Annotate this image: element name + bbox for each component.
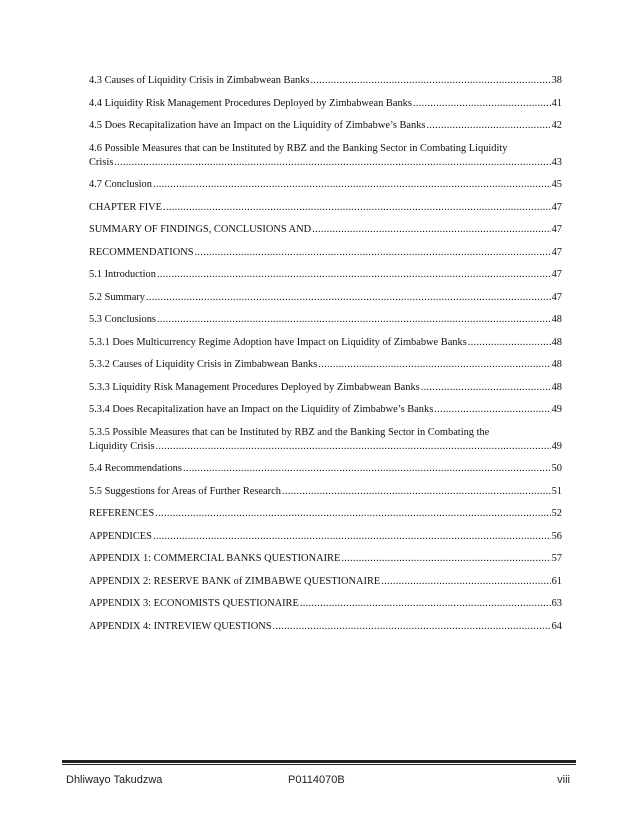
toc-entry[interactable] — [89, 403, 562, 417]
toc-entry[interactable] — [89, 462, 562, 476]
toc-entry-title: 5.3.2 Causes of Liquidity Crisis in Zimbabwean Banks — [89, 359, 318, 370]
toc-entry-page-number: 47 — [551, 269, 562, 280]
dot-leader — [413, 97, 551, 111]
toc-entry-title: APPENDIX 1: COMMERCIAL BANKS QUESTIONAIRE — [89, 553, 341, 564]
toc-entry-page-number: 38 — [551, 75, 562, 86]
toc-entry-page-number: 51 — [551, 485, 562, 497]
toc-entry[interactable] — [89, 358, 562, 372]
dot-leader — [195, 246, 551, 260]
toc-entry-title: 4.4 Liquidity Risk Management Procedures Deployed by Zimbabwean Banks — [89, 97, 412, 109]
toc-entry-title: REFERENCES — [89, 508, 155, 519]
dot-leader — [157, 268, 551, 282]
footer-author: Dhliwayo Takudzwa — [66, 774, 163, 786]
dot-leader — [421, 381, 551, 395]
dot-leader — [273, 620, 551, 634]
toc-entry-page-number: 45 — [551, 179, 562, 190]
toc-entry-title: 5.3.4 Does Recapitalization have an Impact on the Liquidity of Zimbabwe’s Banks — [89, 404, 434, 415]
page-footer — [66, 774, 570, 790]
dot-leader — [300, 597, 551, 611]
toc-entry-title: 5.5 Suggestions for Areas of Further Research — [89, 485, 281, 497]
dot-leader — [183, 462, 551, 476]
toc-entry[interactable] — [89, 119, 562, 133]
toc-entry[interactable] — [89, 507, 562, 521]
dot-leader — [153, 530, 551, 544]
dot-leader — [114, 156, 550, 170]
toc-entry-title: Liquidity Crisis — [89, 440, 155, 452]
toc-entry-title: 5.3 Conclusions — [89, 314, 156, 325]
toc-entry-page-number: 47 — [551, 224, 562, 235]
toc-entry-page-number: 49 — [551, 440, 562, 452]
toc-entry[interactable] — [89, 575, 562, 589]
toc-entry-title: APPENDIX 2: RESERVE BANK of ZIMBABWE QUESTIONAIRE — [89, 575, 381, 587]
toc-entry[interactable] — [89, 426, 562, 454]
dot-leader — [434, 403, 550, 417]
toc-entry-page-number: 49 — [551, 404, 562, 415]
footer-student-id: P0114070B — [288, 774, 345, 786]
toc-entry-page-number: 48 — [551, 381, 562, 393]
toc-entry[interactable] — [89, 485, 562, 499]
toc-entry[interactable] — [89, 223, 562, 237]
toc-entry-page-number: 43 — [551, 156, 562, 168]
toc-entry-page-number: 57 — [551, 553, 562, 564]
dot-leader — [311, 74, 551, 88]
dot-leader — [426, 119, 550, 133]
toc-entry[interactable] — [89, 97, 562, 111]
toc-entry-title: 5.3.1 Does Multicurrency Regime Adoption have Impact on Liquidity of Zimbabwe Banks — [89, 336, 467, 348]
toc-entry-title: CHAPTER FIVE — [89, 201, 163, 213]
toc-entry[interactable] — [89, 381, 562, 395]
toc-entry-title: APPENDIX 3: ECONOMISTS QUESTIONAIRE — [89, 598, 299, 609]
dot-leader — [156, 440, 551, 454]
dot-leader — [341, 552, 550, 566]
toc-entry-title: 5.1 Introduction — [89, 269, 156, 280]
dot-leader — [163, 201, 551, 215]
toc-entry[interactable] — [89, 620, 562, 634]
toc-entry-page-number: 41 — [551, 97, 562, 109]
toc-entry-page-number: 64 — [551, 620, 562, 632]
dot-leader — [312, 223, 550, 237]
toc-entry-title-line: 5.3.5 Possible Measures that can be Instituted by RBZ and the Banking Sector in Combating the — [89, 426, 490, 438]
dot-leader — [318, 358, 550, 372]
toc-entry-title: 5.2 Summary — [89, 291, 145, 303]
toc-entry-page-number: 63 — [551, 598, 562, 609]
footer-page-number: viii — [557, 774, 570, 786]
dot-leader — [157, 313, 551, 327]
toc-entry-page-number: 48 — [551, 336, 562, 348]
toc-entry-page-number: 61 — [551, 575, 562, 587]
toc-entry-title: 4.5 Does Recapitalization have an Impact on the Liquidity of Zimbabwe’s Banks — [89, 120, 426, 131]
toc-entry-title: 4.3 Causes of Liquidity Crisis in Zimbabwean Banks — [89, 75, 310, 86]
toc-entry-title: SUMMARY OF FINDINGS, CONCLUSIONS AND — [89, 224, 312, 235]
toc-entry-page-number: 42 — [551, 120, 562, 131]
toc-entry[interactable] — [89, 246, 562, 260]
toc-entry-page-number: 52 — [551, 508, 562, 519]
dot-leader — [153, 178, 551, 192]
toc-entry-title-line: 4.6 Possible Measures that can be Instituted by RBZ and the Banking Sector in Combating Liquidity — [89, 142, 508, 154]
toc-entry[interactable] — [89, 74, 562, 88]
toc-entry-title: RECOMMENDATIONS — [89, 246, 194, 258]
toc-entry-page-number: 47 — [551, 246, 562, 258]
toc-entry[interactable] — [89, 530, 562, 544]
footer-divider — [62, 760, 576, 763]
toc-entry[interactable] — [89, 142, 562, 170]
dot-leader — [282, 485, 551, 499]
dot-leader — [468, 336, 551, 350]
toc-entry[interactable] — [89, 552, 562, 566]
toc-entry[interactable] — [89, 313, 562, 327]
toc-entry-page-number: 56 — [551, 530, 562, 542]
toc-entry[interactable] — [89, 336, 562, 350]
toc-entry-title: Crisis — [89, 156, 114, 168]
toc-entry[interactable] — [89, 201, 562, 215]
toc-entry-page-number: 50 — [551, 463, 562, 474]
toc-entry-page-number: 47 — [551, 291, 562, 303]
toc-entry-title: 4.7 Conclusion — [89, 179, 152, 190]
toc-entry[interactable] — [89, 597, 562, 611]
toc-entry-title: 5.4 Recommendations — [89, 463, 182, 474]
toc-entry[interactable] — [89, 268, 562, 282]
dot-leader — [146, 291, 551, 305]
toc-entry-page-number: 48 — [551, 314, 562, 325]
dot-leader — [155, 507, 550, 521]
toc-entry-page-number: 47 — [551, 201, 562, 213]
toc-entry-title: 5.3.3 Liquidity Risk Management Procedures Deployed by Zimbabwean Banks — [89, 381, 420, 393]
footer-divider-thin — [62, 764, 576, 765]
toc-entry-page-number: 48 — [551, 359, 562, 370]
dot-leader — [381, 575, 550, 589]
toc-entry-title: APPENDIX 4: INTREVIEW QUESTIONS — [89, 620, 272, 632]
toc-entry[interactable] — [89, 291, 562, 305]
toc-entry-title: APPENDICES — [89, 530, 152, 542]
toc-entry[interactable] — [89, 178, 562, 192]
